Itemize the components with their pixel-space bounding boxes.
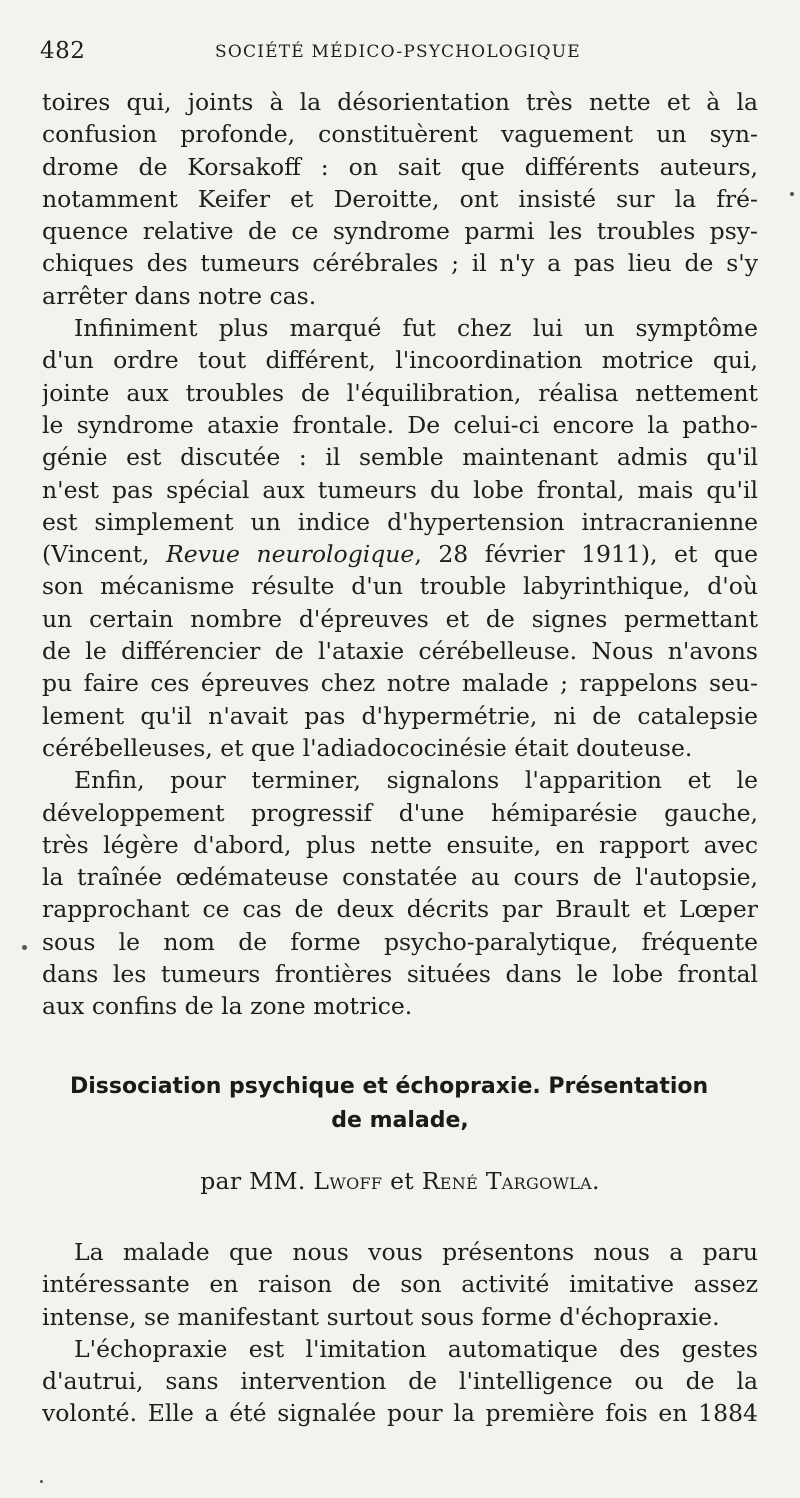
text-line: La malade que nous vous présentons nous a paru [74,1238,758,1266]
text-line: génie est discutée : il semble maintenant admis qu'il [42,443,758,472]
body-text-bottom [42,1236,758,1430]
page-number: 482 [40,38,86,64]
journal-title: Revue neurologique [166,540,415,569]
article-byline [42,1167,758,1195]
text-line: un certain nombre d'épreuves et de signes permettant [42,604,758,633]
author-name: Lwoff [313,1167,383,1195]
text-line: cérébelleuses, et que l'adiadococinésie était douteuse. [42,733,693,762]
text-line: (Vincent, Revue neurologique, 28 février 1911), et que [42,540,758,569]
text-line: très légère d'abord, plus nette ensuite, en rapport avec [42,830,758,859]
page-header [40,38,760,72]
text-line: son mécanisme résulte d'un trouble labyrinthique, d'où [42,572,758,601]
text-line: intéressante en raison de son activité imitative assez [42,1270,758,1299]
text-line: lement qu'il n'avait pas d'hypermétrie, ni de catalepsie [42,701,758,730]
text-line: aux confins de la zone motrice. [42,992,413,1021]
text-line: Enfin, pour terminer, signalons l'apparition et le [74,766,758,795]
text-line: dans les tumeurs frontières situées dans le lobe frontal [42,960,758,989]
text-line: chiques des tumeurs cérébrales ; il n'y a pas lieu de s'y [42,249,758,278]
text-line: drome de Korsakoff : on sait que différents auteurs, [42,152,758,181]
text-line: d'un ordre tout différent, l'incoordination motrice qui, [42,346,758,375]
byline-and: et [390,1167,415,1195]
text-line: n'est pas spécial aux tumeurs du lobe frontal, mais qu'il [42,475,758,504]
text-line: développement progressif d'une hémiparésie gauche, [42,798,758,827]
text-line: Infiniment plus marqué fut chez lui un symptôme [74,314,758,343]
text-line: quence relative de ce syndrome parmi les troubles psy- [42,217,758,246]
article-title-line: de malade, [331,1108,469,1133]
text-line: le syndrome ataxie frontale. De celui-ci encore la patho- [42,410,758,439]
text-line: de le différencier de l'ataxie cérébelleuse. Nous n'avons [42,637,758,666]
text-line: pu faire ces épreuves chez notre malade ; rappelons seu- [42,669,758,698]
text-line: sous le nom de forme psycho-paralytique, fréquente [42,927,758,956]
text-line: rapprochant ce cas de deux décrits par Brault et Lœper [42,895,758,924]
text-line: intense, se manifestant surtout sous forme d'échopraxie. [42,1302,720,1331]
paper-speck [790,192,794,196]
text-line: volonté. Elle a été signalée pour la première fois en 1884 [42,1399,758,1428]
text-line: L'échopraxie est l'imitation automatique des gestes [74,1334,758,1363]
body-text-top [42,86,758,1023]
article-title-line: Dissociation psychique et échopraxie. Présentation [70,1074,709,1099]
paper-speck [40,1480,43,1483]
text-line: jointe aux troubles de l'équilibration, réalisa nettement [42,378,758,407]
text-line: d'autrui, sans intervention de l'intelligence ou de la [42,1367,758,1396]
text-line: notamment Keifer et Deroitte, ont insisté sur la fré- [42,184,758,213]
text-line: confusion profonde, constituèrent vaguement un syn- [42,120,758,149]
text-line: arrêter dans notre cas. [42,281,317,310]
byline-prefix: par MM. [200,1167,306,1195]
paper-speck [22,945,27,950]
text-line: la traînée œdémateuse constatée au cours de l'autopsie, [42,863,758,892]
text-line: toires qui, joints à la désorientation très nette et à la [42,88,758,116]
author-name: René Targowla. [421,1167,600,1195]
running-title: SOCIÉTÉ MÉDICO-PSYCHOLOGIQUE [215,42,581,62]
article-title [42,1070,758,1138]
text-line: est simplement un indice d'hypertension intracranienne [42,507,758,536]
